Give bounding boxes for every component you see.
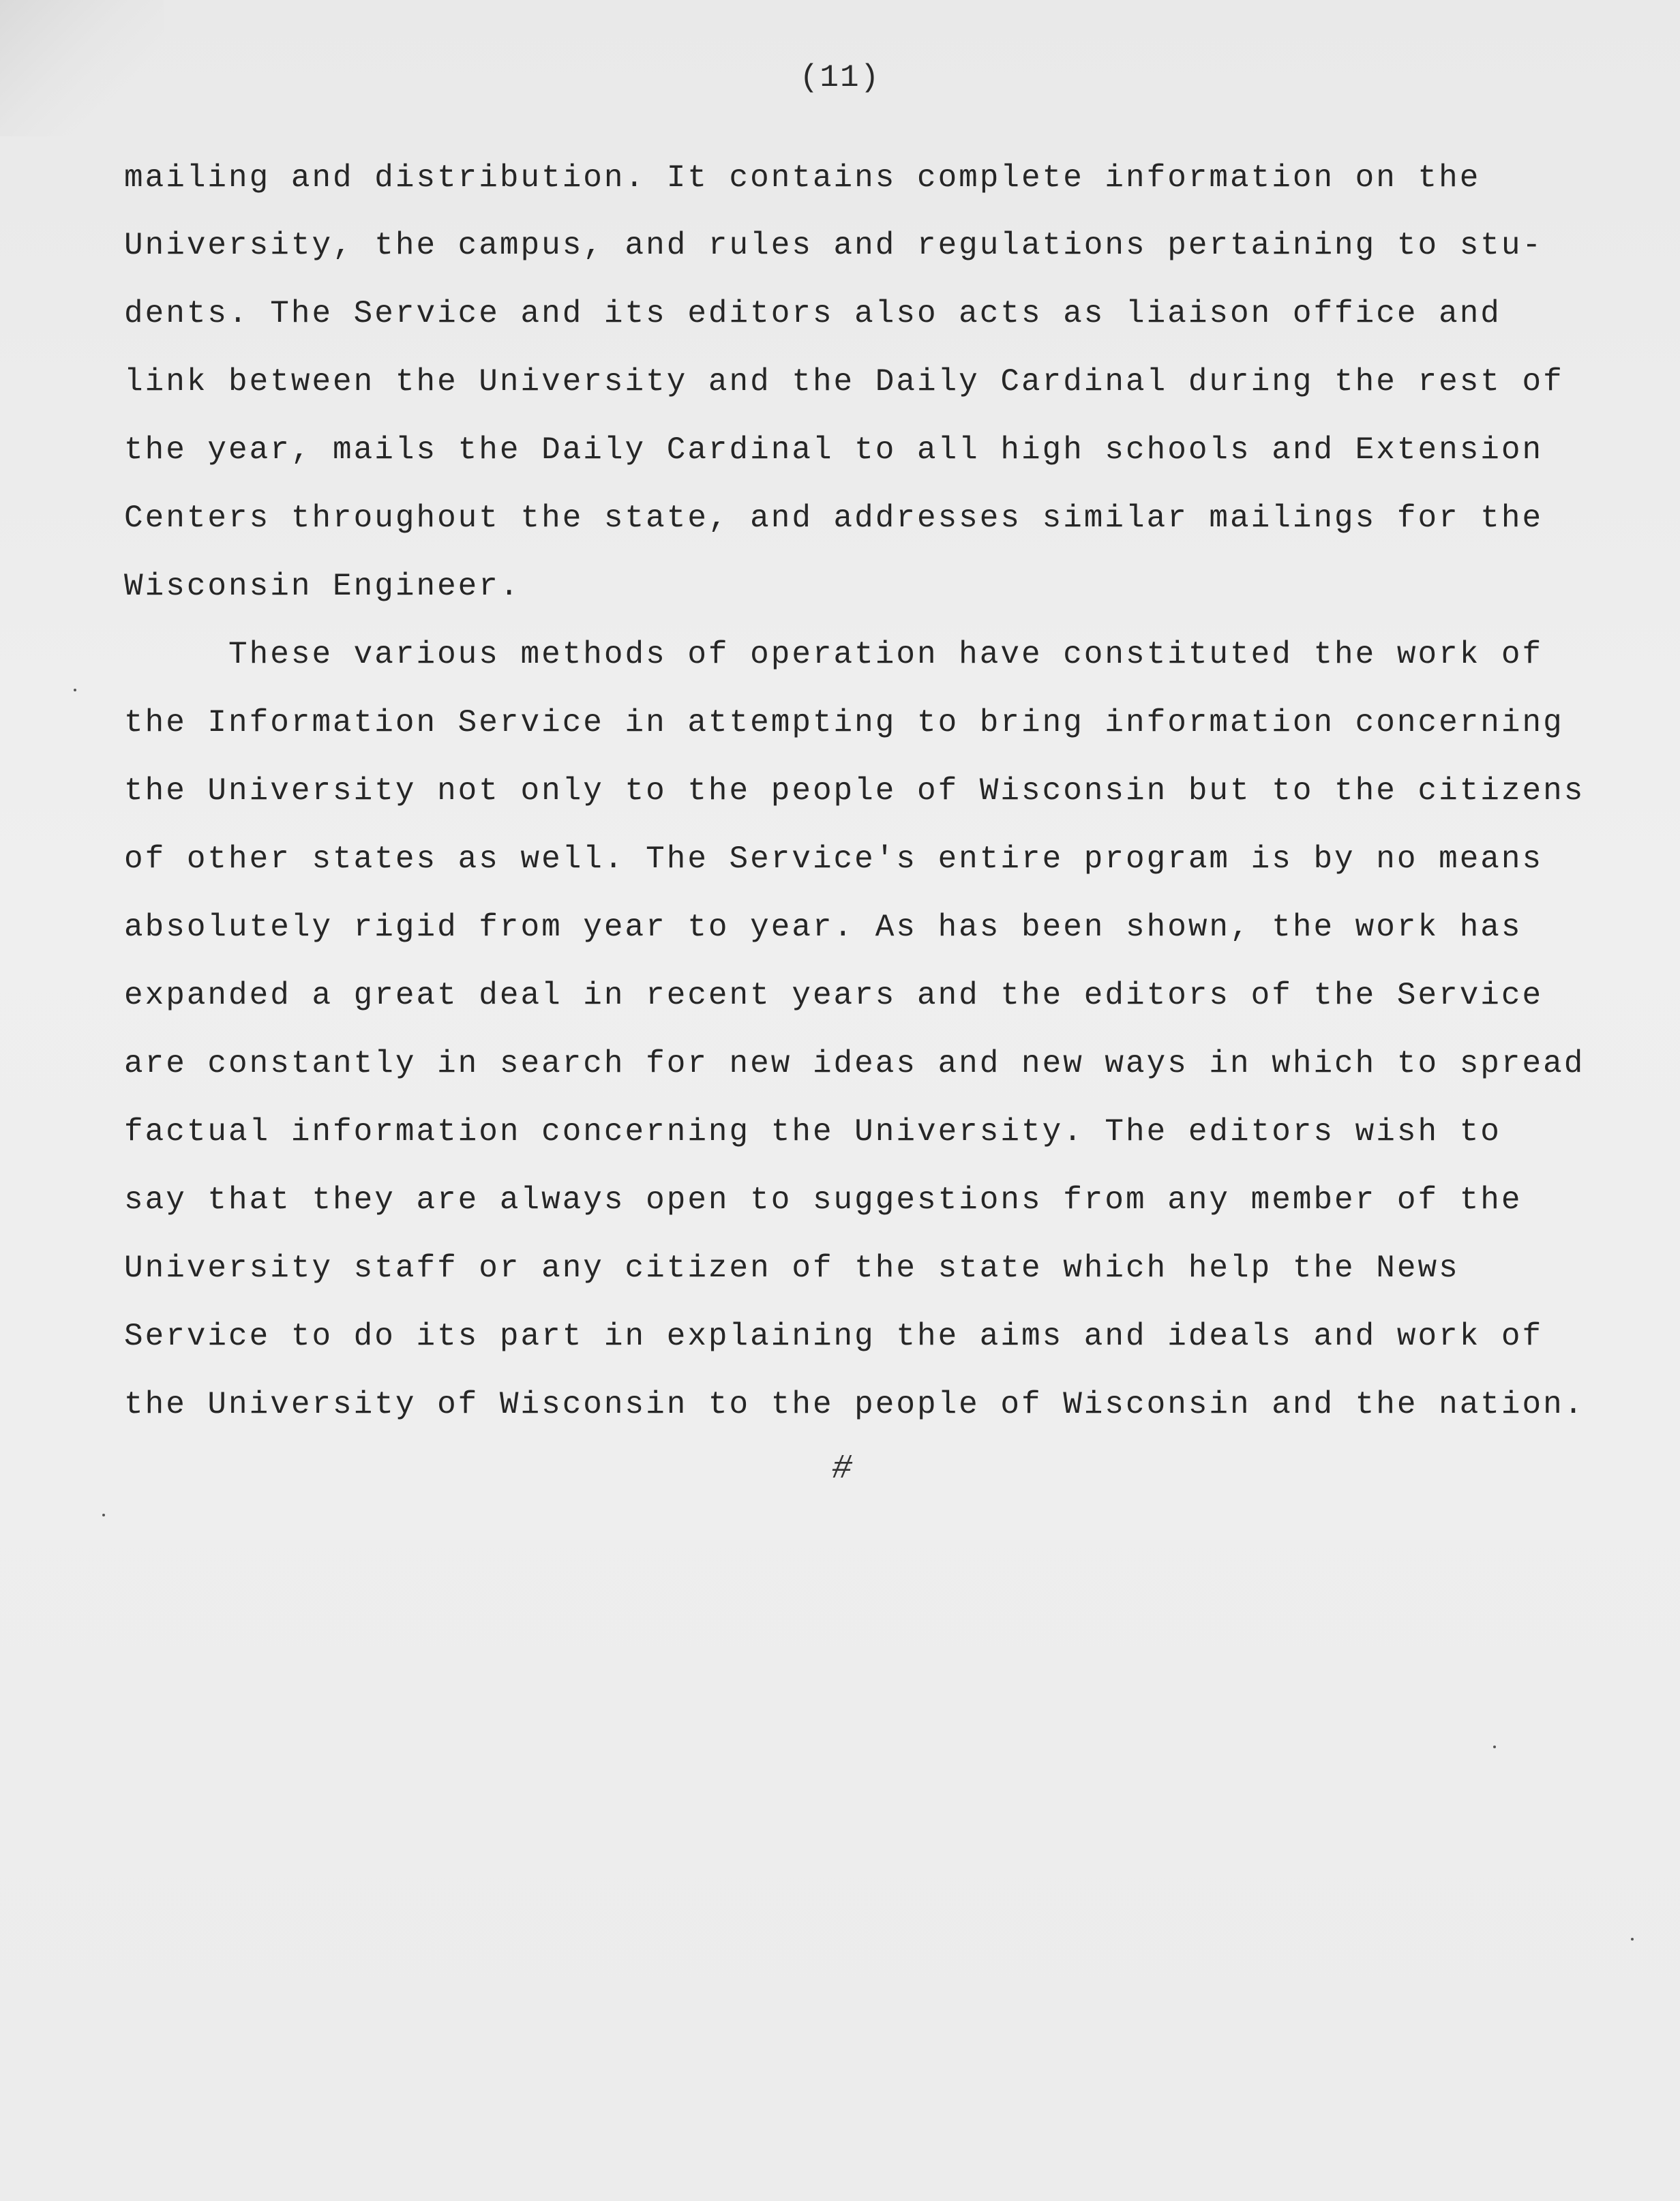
text-line: of other states as well. The Service's entire program is by no means <box>124 841 1544 877</box>
text-line: mailing and distribution. It contains complete information on the <box>124 160 1481 196</box>
paper-speck <box>74 689 76 691</box>
text-line: the University of Wisconsin to the people of Wisconsin and the nation. <box>124 1387 1585 1422</box>
end-mark: # <box>832 1450 853 1488</box>
text-line: link between the University and the Daily Cardinal during the rest of <box>124 364 1564 400</box>
paper-speck <box>1631 1938 1634 1941</box>
text-line: These various methods of operation have constituted the work of <box>124 637 1544 672</box>
text-line: the year, mails the Daily Cardinal to all high schools and Extension <box>124 432 1544 468</box>
text-line: expanded a great deal in recent years and the editors of the Service <box>124 978 1544 1013</box>
text-line: dents. The Service and its editors also acts as liaison office and <box>124 296 1501 331</box>
text-line: absolutely rigid from year to year. As has been shown, the work has <box>124 910 1522 945</box>
paper-speck <box>102 1514 105 1516</box>
text-line: Service to do its part in explaining the aims and ideals and work of <box>124 1319 1544 1354</box>
paper-speck <box>1493 1746 1496 1748</box>
text-line: University staff or any citizen of the state which help the News <box>124 1251 1460 1286</box>
text-line: say that they are always open to suggestions from any member of the <box>124 1182 1522 1218</box>
text-line: factual information concerning the University. The editors wish to <box>124 1114 1501 1150</box>
text-line: Centers throughout the state, and addresses similar mailings for the <box>124 500 1544 536</box>
text-line: are constantly in search for new ideas and new ways in which to spread <box>124 1046 1585 1081</box>
text-line: the Information Service in attempting to bring information concerning <box>124 705 1564 740</box>
text-line: the University not only to the people of Wisconsin but to the citizens <box>124 773 1585 809</box>
page-number: (11) <box>799 60 881 95</box>
text-line: Wisconsin Engineer. <box>124 569 521 604</box>
text-line: University, the campus, and rules and regulations pertaining to stu- <box>124 228 1544 263</box>
